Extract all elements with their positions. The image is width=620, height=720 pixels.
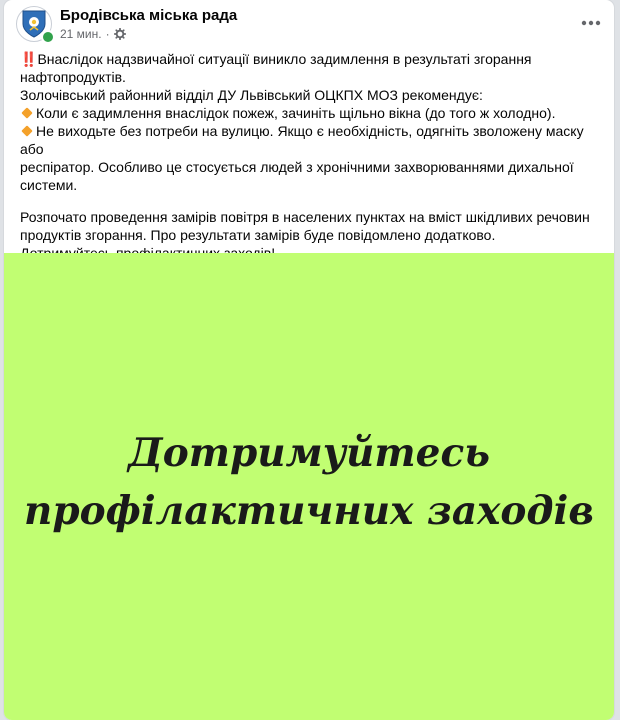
post-image-banner[interactable] [4, 253, 614, 720]
gear-icon[interactable] [114, 28, 126, 40]
online-status-dot [41, 30, 55, 44]
bullet-item [20, 122, 598, 158]
post-text [4, 48, 614, 280]
text-line: системи. [20, 177, 78, 193]
bullet-item [20, 104, 598, 122]
text-line: нафтопродуктів. [20, 69, 126, 85]
bullet-text: Не виходьте без потреби на вулицю. Якщо є необхідність, одягніть зволожену маску або [20, 123, 584, 157]
orange-diamond-icon [21, 125, 32, 136]
alert-mark-icon: ‼️ [20, 51, 38, 67]
text-line: Розпочато проведення замірів повітря в населених пунктах на вміст шкідливих речовин [20, 209, 590, 225]
text-line: респіратор. Особливо це стосується людей з хронічними захворюваннями дихальної [20, 159, 574, 175]
bullet-text: Коли є задимлення внаслідок пожеж, зачиніть щільно вікна (до того ж холодно). [36, 105, 556, 121]
post-meta [60, 27, 126, 41]
banner-text-line-2: профілактичних заходів [24, 487, 594, 534]
more-options-button[interactable] [576, 8, 606, 38]
orange-diamond-icon [21, 107, 32, 118]
meta-separator: · [105, 27, 110, 41]
text-line: Золочівський районний відділ ДУ Львівський ОЦКПХ МОЗ рекомендує: [20, 87, 483, 103]
post-header [4, 0, 614, 48]
text-line: продуктів згорання. Про результати замірів буде повідомлено додатково. [20, 227, 496, 243]
ellipsis-icon [581, 20, 601, 26]
page-name-link[interactable]: Бродівська міська рада [60, 7, 238, 24]
post-timestamp[interactable]: 21 мин. [60, 27, 102, 41]
text-line-content: Внаслідок надзвичайної ситуації виникло задимлення в результаті згорання [37, 51, 532, 67]
post-card [4, 0, 614, 720]
text-line [20, 50, 598, 68]
banner-text-line-1: Дотримуйтесь [128, 429, 490, 476]
